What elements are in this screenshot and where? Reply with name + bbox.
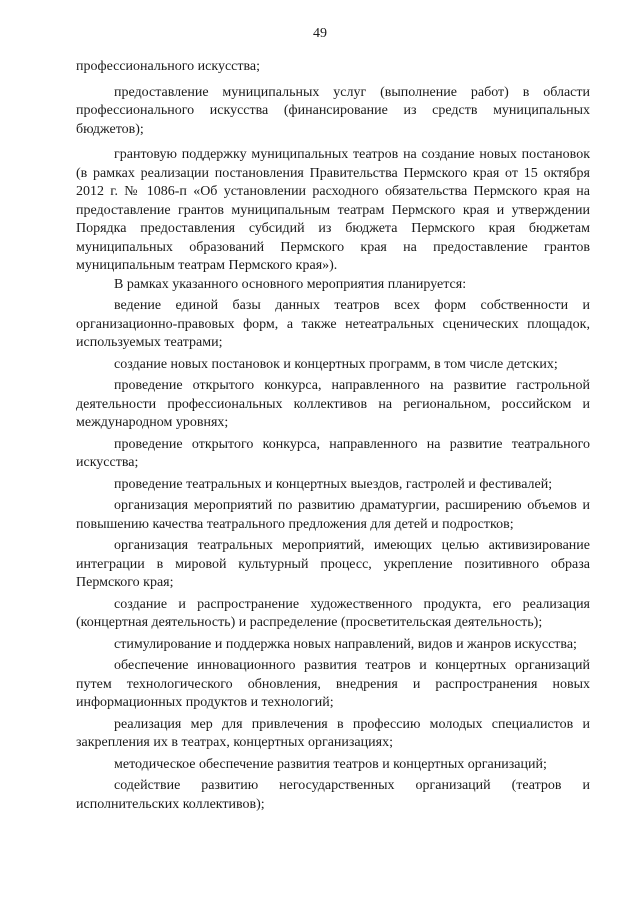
paragraph-municipal-services: предоставление муниципальных услуг (выполнение работ) в области профессионального искусства (финансирование из средств муниципальных бюджетов); [76, 84, 590, 137]
page-number: 49 [313, 26, 327, 41]
list-item-integration-events: организация театральных мероприятий, имеющих целью активизирование интеграции в мировой культурный процесс, укрепление позитивного образа Пермского края; [76, 538, 590, 590]
list-item-non-state-organizations: содействие развитию негосударственных организаций (театров и исполнительских коллективов); [76, 778, 590, 812]
list-item-tours-festivals: проведение театральных и концертных выездов, гастролей и фестивалей; [114, 476, 553, 492]
list-item-methodical-support: методическое обеспечение развития театров и концертных организаций; [114, 756, 547, 772]
list-item-touring-contest: проведение открытого конкурса, направленного на развитие гастрольной деятельности профессиональных коллективов на региональном, российском и международном уровнях; [76, 378, 590, 430]
paragraph-continuation: профессионального искусства; [76, 59, 261, 74]
list-item-new-genres: стимулирование и поддержка новых направлений, видов и жанров искусства; [114, 636, 577, 652]
paragraph-planned-intro: В рамках указанного основного мероприятия планируется: [114, 276, 467, 292]
list-item-theatre-art-contest: проведение открытого конкурса, направленного на развитие театрального искусства; [76, 436, 590, 470]
list-item-young-specialists: реализация мер для привлечения в профессию молодых специалистов и закрепления их в театрах, концертных организациях; [76, 716, 590, 750]
list-item-art-product: создание и распространение художественного продукта, его реализация (концертная деятельность) и распределение (просветительская деятельность); [76, 596, 590, 630]
paragraph-grant-support: грантовую поддержку муниципальных театров на создание новых постановок (в рамках реализации постановления Правительства Пермского края от 15 октября 2012 г. № 1086-п «Об установлении расходного обязательства Пермского края на предоставление грантов муниципальным театрам Пермского края и утверждении Порядка предоставления субсидий из бюджета Пермского края бюджетам муниципальных образований Пермского края на предоставление грантов муниципальным театрам Пермского края»). [76, 147, 590, 273]
list-item-dramaturgy: организация мероприятий по развитию драматургии, расширению объемов и повышению качества театрального предложения для детей и подростков; [76, 498, 590, 532]
list-item-new-productions: создание новых постановок и концертных программ, в том числе детских; [114, 356, 558, 372]
list-item-theatre-database: ведение единой базы данных театров всех форм собственности и организационно-правовых форм, а также нетеатральных сценических площадок, используемых театрами; [76, 298, 590, 350]
list-item-innovation: обеспечение инновационного развития театров и концертных организаций путем технологического обновления, внедрения и распространения новых информационных продуктов и технологий; [76, 658, 590, 710]
document-body [76, 58, 590, 814]
